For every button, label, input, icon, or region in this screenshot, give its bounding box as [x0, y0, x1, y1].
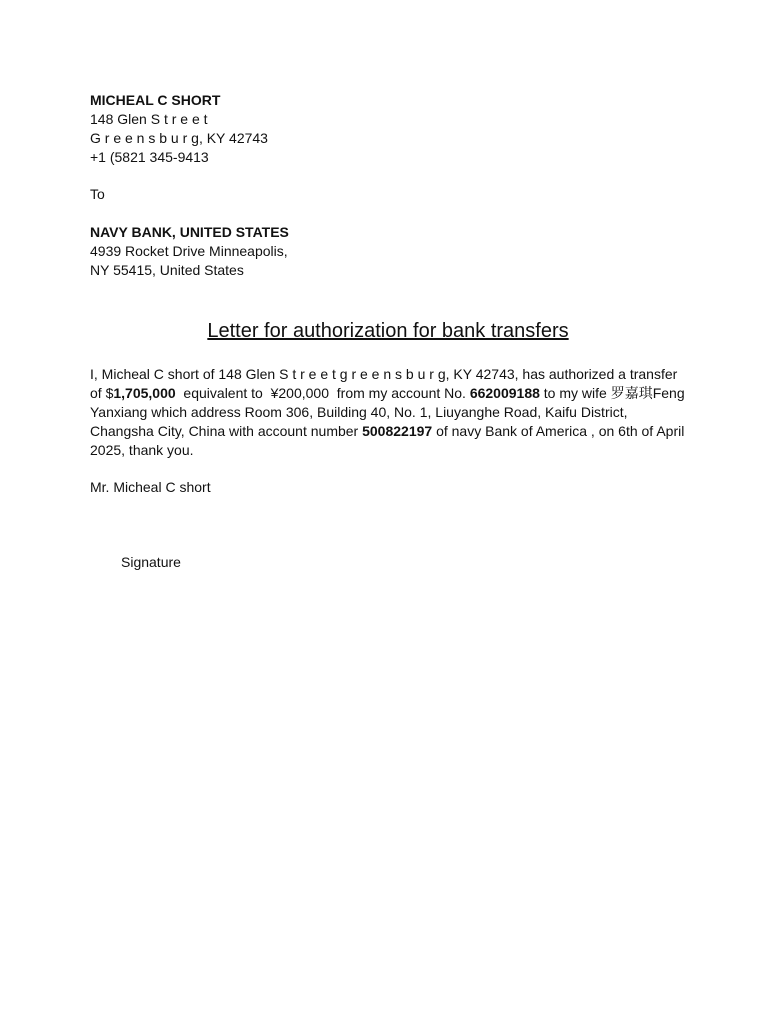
- body-line-2-start: of $: [90, 385, 114, 401]
- body-line-4-start: Changsha City, China with account number: [90, 423, 363, 439]
- body-line-1: I, Micheal C short of 148 Glen S t r e e t g r e e n s b u r g, KY 42743, has authorized a transfer: [90, 366, 678, 382]
- to-label: To: [90, 186, 105, 202]
- letter-title: Letter for authorization for bank transfers: [207, 320, 569, 342]
- body-line-2-middle: equivalent to ¥200,000 from my account No.: [175, 385, 470, 401]
- body-line-2-end: to my wife 罗嘉琪Feng: [539, 385, 685, 401]
- account-to-number: 500822197: [362, 423, 433, 439]
- sender-block: [90, 91, 268, 167]
- sender-name: MICHEAL C SHORT: [90, 92, 221, 108]
- sender-phone: +1 (5821 345-9413: [90, 149, 209, 165]
- body-line-5: 2025, thank you.: [90, 442, 194, 458]
- closing-name: Mr. Micheal C short: [90, 479, 211, 495]
- body-line-4: [90, 422, 690, 441]
- sender-street: 148 Glen S t r e e t: [90, 111, 208, 127]
- recipient-name: NAVY BANK, UNITED STATES: [90, 224, 289, 240]
- account-from-number: 662009188: [469, 385, 540, 401]
- amount-usd: 1,705,000: [113, 385, 176, 401]
- body-line-4-end: of navy Bank of America , on 6th of April: [432, 423, 685, 439]
- recipient-block: [90, 223, 289, 280]
- recipient-address-line2: NY 55415, United States: [90, 262, 244, 278]
- body-line-2: [90, 384, 690, 403]
- sender-city: G r e e n s b u r g, KY 42743: [90, 130, 268, 146]
- signature-label: Signature: [121, 554, 181, 570]
- body-line-3: Yanxiang which address Room 306, Building 40, No. 1, Liuyanghe Road, Kaifu District,: [90, 404, 628, 420]
- letter-body: [90, 365, 690, 460]
- recipient-address-line1: 4939 Rocket Drive Minneapolis,: [90, 243, 288, 259]
